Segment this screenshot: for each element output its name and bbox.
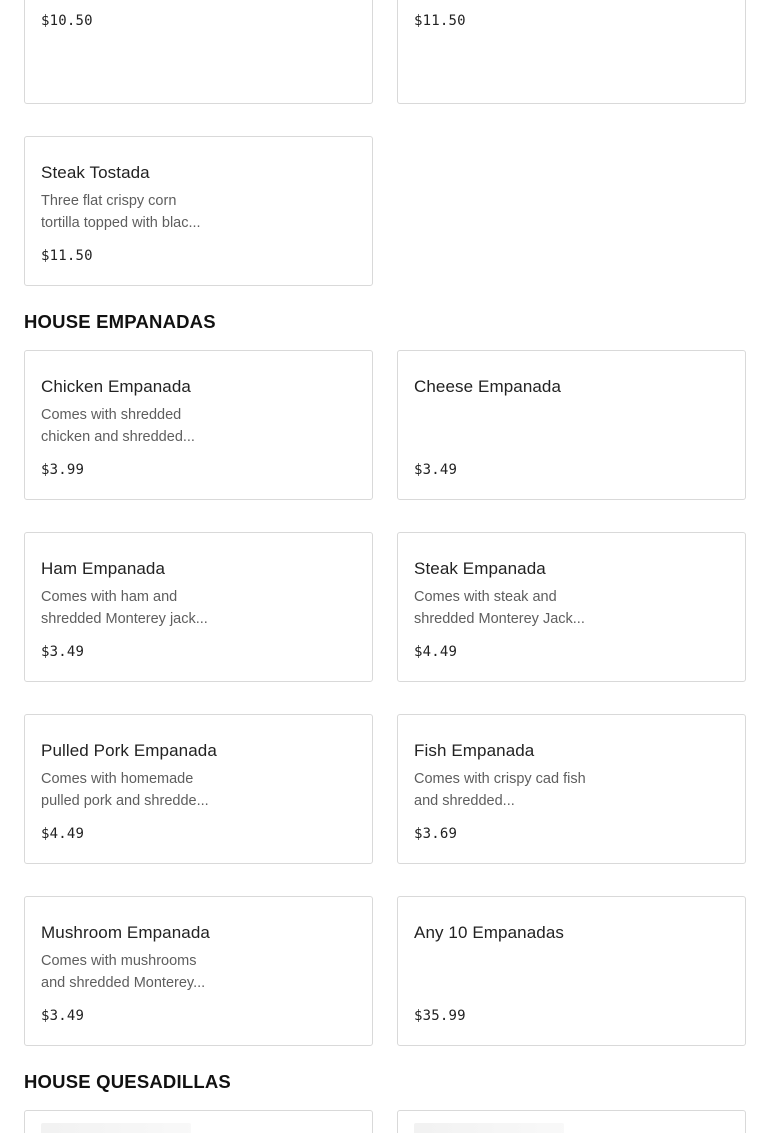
menu-item-price: $3.69 [414,826,458,842]
menu-item-title: Pulled Pork Empanada [41,741,217,760]
menu-item-title: Cheese Empanada [414,377,562,396]
menu-item-price: $10.50 [41,13,93,29]
menu-item-description: Comes with ham and shredded Monterey jack... [41,589,208,627]
section-heading-empanadas: HOUSE EMPANADAS [24,311,216,332]
menu-item-price: $4.49 [414,644,458,660]
menu-item-card[interactable] [24,1110,373,1133]
section-heading-quesadillas: HOUSE QUESADILLAS [24,1071,231,1092]
menu-item-title: Chicken Empanada [41,377,191,396]
menu-item-price: $3.99 [41,462,85,478]
menu-item-title: Any 10 Empanadas [414,923,564,942]
menu-item-price: $35.99 [414,1008,466,1024]
menu-item-description: Comes with crispy cad fish and shredded... [414,771,586,809]
menu-item-card[interactable] [24,0,373,104]
menu-item-price: $3.49 [41,644,85,660]
menu-item-description: Comes with mushrooms and shredded Monterey... [41,953,206,991]
menu-item-price: $3.49 [41,1008,85,1024]
menu-item-card[interactable] [397,0,746,104]
menu-item-price: $4.49 [41,826,85,842]
menu-item-card[interactable] [24,136,373,286]
menu-item-title: Steak Tostada [41,163,150,182]
menu-item-title: Steak Empanada [414,559,546,578]
menu-item-card[interactable] [397,532,746,682]
menu-item-description: Comes with shredded chicken and shredded... [41,407,195,445]
menu-item-card[interactable] [397,350,746,500]
loading-placeholder [414,1123,564,1133]
menu-item-price: $11.50 [41,248,93,264]
loading-placeholder [41,1123,191,1133]
menu-item-card[interactable] [24,350,373,500]
menu-item-card[interactable] [24,532,373,682]
menu-item-price: $11.50 [414,13,466,29]
menu-item-card[interactable] [24,714,373,864]
menu-item-card[interactable] [397,896,746,1046]
menu-item-card[interactable] [397,1110,746,1133]
menu-item-card[interactable] [24,896,373,1046]
menu-item-price: $3.49 [414,462,458,478]
menu-item-description: Three flat crispy corn tortilla topped with blac... [41,193,201,231]
menu-item-title: Ham Empanada [41,559,166,578]
menu-item-description: Comes with homemade pulled pork and shredde... [41,771,209,809]
menu-item-title: Mushroom Empanada [41,923,210,942]
menu-item-description: Comes with steak and shredded Monterey Jack... [414,589,585,627]
menu-item-title: Fish Empanada [414,741,535,760]
menu-item-card[interactable] [397,714,746,864]
